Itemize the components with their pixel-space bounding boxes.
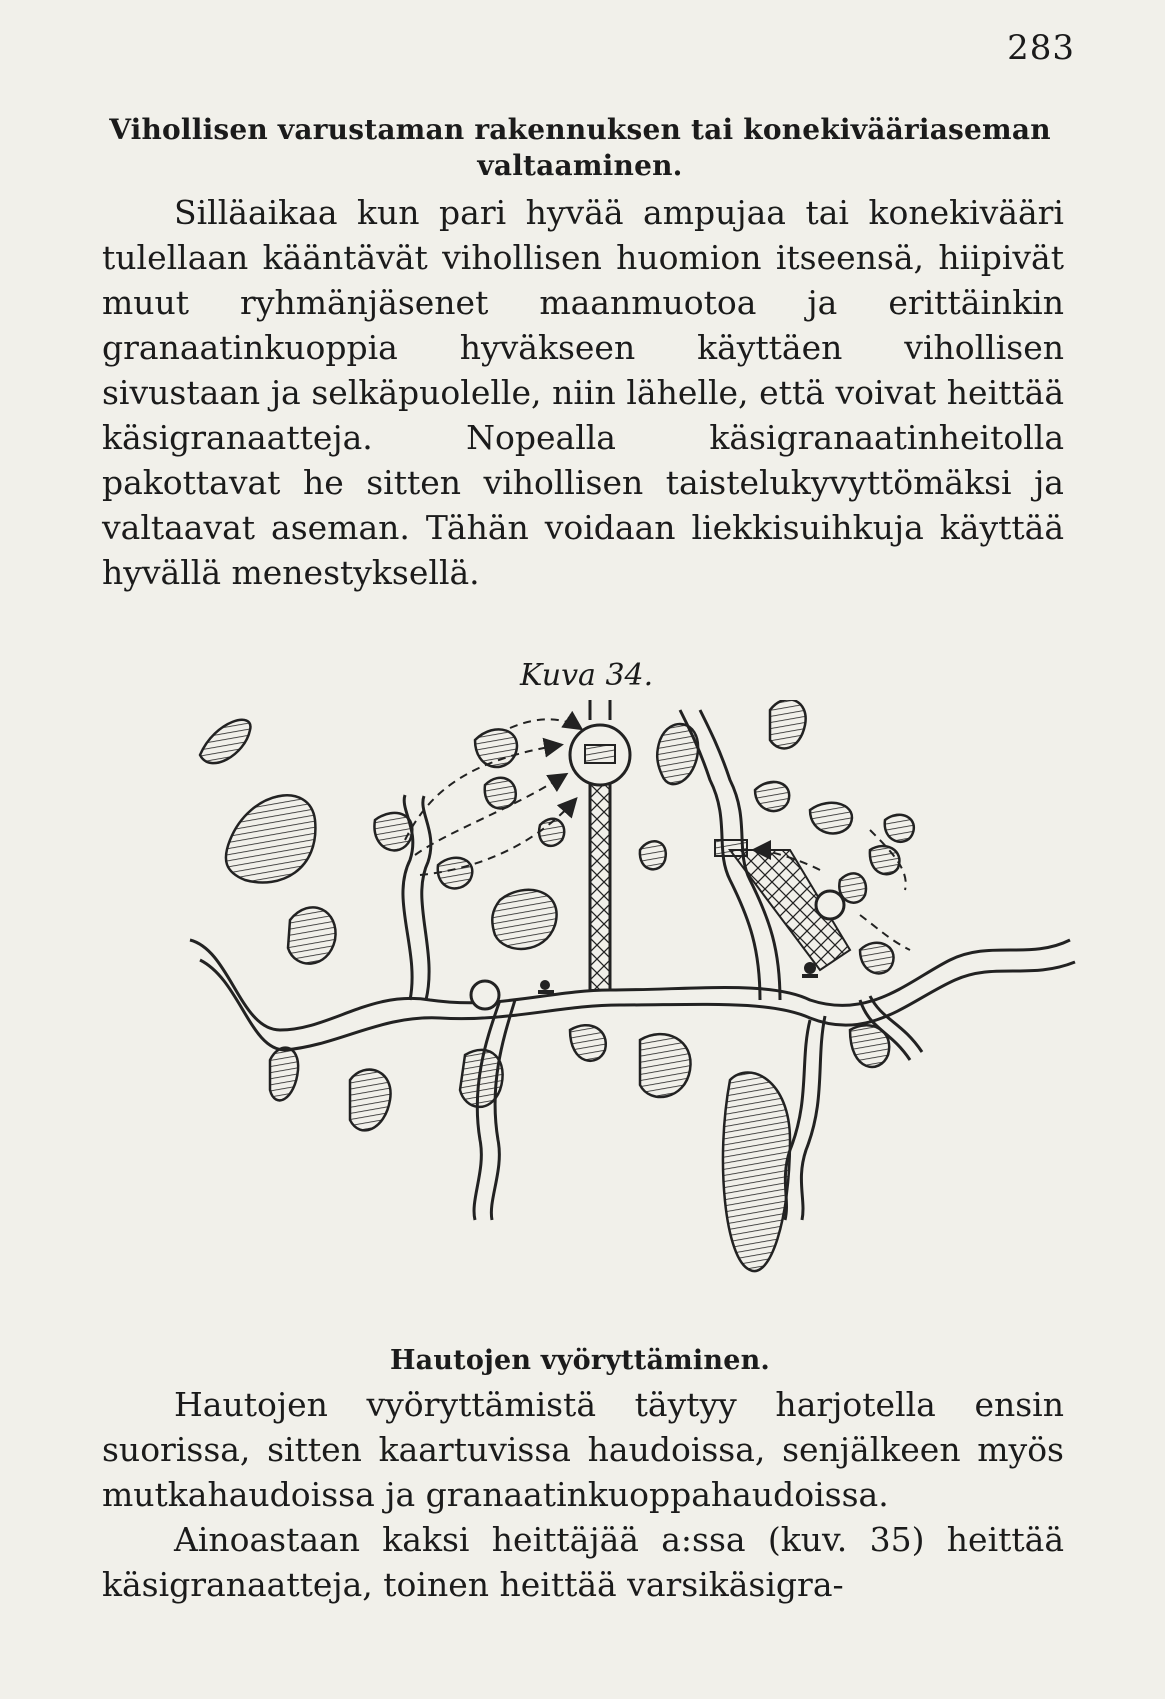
strongpoint-building-top [585, 745, 615, 763]
paragraph-trenches-1: Hautojen vyöryttämistä täytyy harjotella ensin suorissa, sitten kaartuvissa haudoissa, senjälkeen myös mutkahaudoissa ja granaatinkuoppahaudoissa. [102, 1385, 1064, 1514]
crosshatch-segment-vertical [590, 770, 610, 990]
paragraph-building-capture: Silläaikaa kun pari hyvää ampujaa tai konekivääri tulellaan kääntävät vihollisen huomion itseensä, hiipivät muut ryhmänjäsenet maanmuotoa ja erittäinkin granaatinkuoppia hyväkseen käyttäen vihollisen sivustaan ja selkäpuolelle, niin lähelle, että voivat heittää käsigranaatteja. Nopealla käsigranaatinheitolla pakottavat he sitten vihollisen taistelukyvyttömäksi ja valtaavat aseman. Tähän voidaan liekkisuihkuja käyttää hyvällä menestyksellä. [102, 193, 1064, 592]
section-heading-building: Vihollisen varustaman rakennuksen tai konekivääriaseman valtaaminen. [109, 113, 1051, 182]
section-heading-trenches: Hautojen vyöryttäminen. [389, 1345, 771, 1376]
page-number: 283 [1007, 28, 1075, 68]
shell-craters [200, 700, 914, 1271]
figure-caption: Kuva 34. [520, 658, 654, 693]
paragraph-trenches-2: Ainoastaan kaksi heittäjää a:ssa (kuv. 35) heittää käsigranaatteja, toinen heittää varsikäsigra- [102, 1520, 1064, 1604]
strongpoint-building-right [715, 840, 747, 856]
trench-diagram [170, 700, 1090, 1340]
